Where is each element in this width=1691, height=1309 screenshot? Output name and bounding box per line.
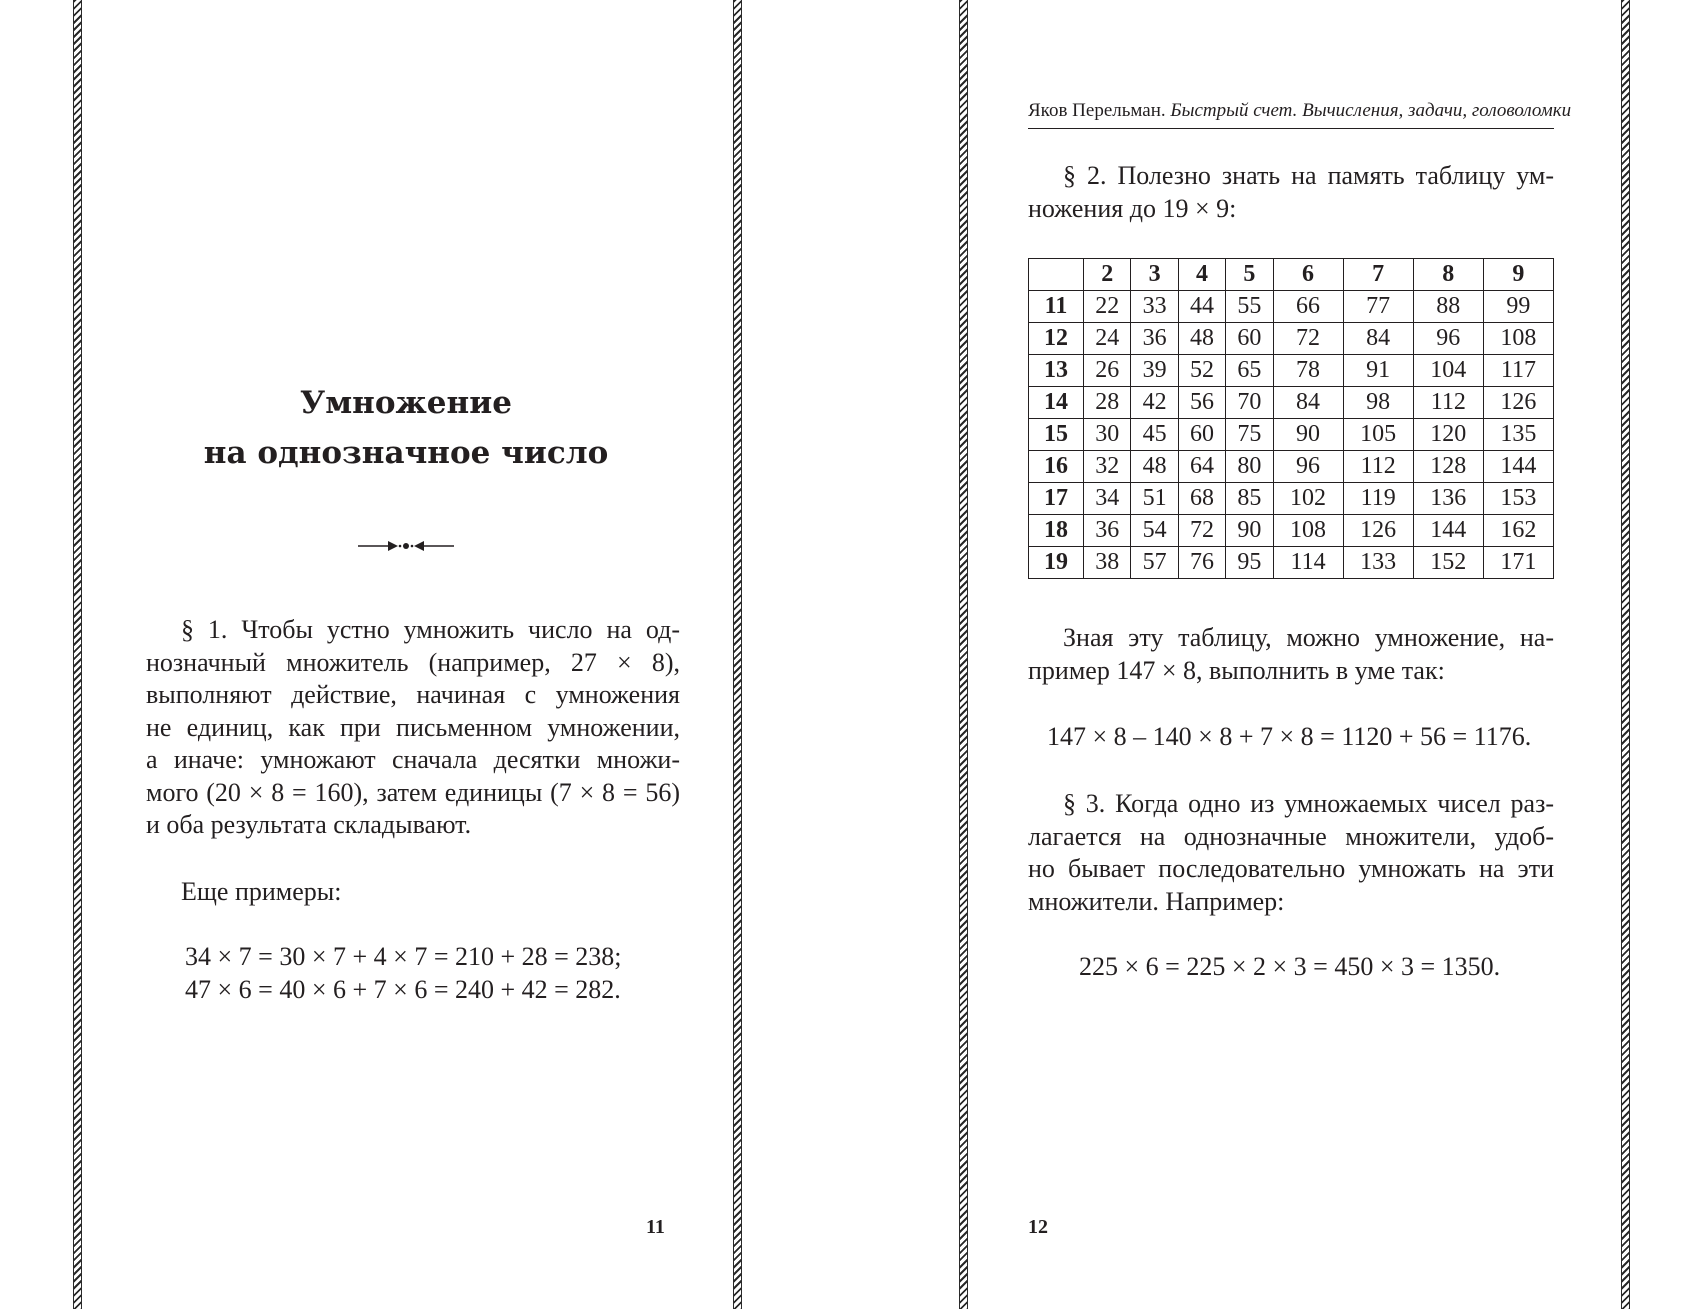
examples-label: Еще примеры: [181, 877, 342, 906]
table-cell: 171 [1483, 547, 1553, 579]
row-header: 16 [1029, 451, 1084, 483]
table-cell: 90 [1273, 419, 1343, 451]
table-cell: 68 [1178, 483, 1225, 515]
table-cell: 99 [1483, 291, 1553, 323]
section-3-line: но бывает последовательно умножать на эти [1028, 854, 1554, 883]
table-row [1029, 387, 1554, 419]
header-author: Яков Перельман. [1028, 100, 1166, 121]
table-cell: 119 [1343, 483, 1413, 515]
table-cell: 104 [1413, 355, 1483, 387]
table-cell: 96 [1273, 451, 1343, 483]
table-cell: 117 [1483, 355, 1553, 387]
table-cell: 105 [1343, 419, 1413, 451]
table-row [1029, 419, 1554, 451]
table-cell: 78 [1273, 355, 1343, 387]
left-outer-border [73, 0, 82, 1309]
row-header: 12 [1029, 323, 1084, 355]
table-cell: 48 [1178, 323, 1225, 355]
after-table-line: пример 147 × 8, выполнить в уме так: [1028, 655, 1445, 685]
table-cell: 98 [1343, 387, 1413, 419]
table-cell: 91 [1343, 355, 1413, 387]
table-cell: 108 [1483, 323, 1553, 355]
table-cell: 33 [1131, 291, 1178, 323]
table-cell: 152 [1413, 547, 1483, 579]
section-2-line: ножения до 19 × 9: [1028, 193, 1237, 223]
table-cell: 72 [1273, 323, 1343, 355]
table-cell: 90 [1226, 515, 1273, 547]
table-corner-cell [1029, 259, 1084, 291]
row-header: 11 [1029, 291, 1084, 323]
table-cell: 84 [1273, 387, 1343, 419]
column-header: 8 [1413, 259, 1483, 291]
table-cell: 144 [1413, 515, 1483, 547]
column-header: 2 [1084, 259, 1131, 291]
table-cell: 51 [1131, 483, 1178, 515]
table-cell: 126 [1343, 515, 1413, 547]
table-cell: 56 [1178, 387, 1225, 419]
table-cell: 112 [1343, 451, 1413, 483]
section-1-paragraph [146, 614, 680, 842]
table-cell: 128 [1413, 451, 1483, 483]
table-cell: 80 [1226, 451, 1273, 483]
section-1-line: а иначе: умножают сначала десятки множи- [146, 745, 680, 774]
section-1-line: выполняют действие, начиная с умножения [146, 680, 680, 709]
table-cell: 22 [1084, 291, 1131, 323]
column-header: 6 [1273, 259, 1343, 291]
table-row [1029, 323, 1554, 355]
table-cell: 112 [1413, 387, 1483, 419]
formula-225: 225 × 6 = 225 × 2 × 3 = 450 × 3 = 1350. [1079, 952, 1501, 981]
table-cell: 102 [1273, 483, 1343, 515]
table-cell: 84 [1343, 323, 1413, 355]
column-header: 9 [1483, 259, 1553, 291]
table-body [1029, 291, 1554, 579]
table-cell: 108 [1273, 515, 1343, 547]
table-cell: 66 [1273, 291, 1343, 323]
table-cell: 48 [1131, 451, 1178, 483]
column-header: 3 [1131, 259, 1178, 291]
example-formula: 47 × 6 = 40 × 6 + 7 × 6 = 240 + 42 = 282. [185, 974, 621, 1004]
table-cell: 45 [1131, 419, 1178, 451]
column-header: 7 [1343, 259, 1413, 291]
section-3-line: множители. Например: [1028, 886, 1285, 916]
examples-list [185, 941, 622, 1006]
table-cell: 60 [1178, 419, 1225, 451]
table-row [1029, 451, 1554, 483]
section-1-line: не единиц, как при письменном умножении, [146, 712, 680, 742]
table-cell: 52 [1178, 355, 1225, 387]
table-row [1029, 291, 1554, 323]
table-cell: 32 [1084, 451, 1131, 483]
table-cell: 72 [1178, 515, 1225, 547]
table-cell: 126 [1483, 387, 1553, 419]
row-header: 14 [1029, 387, 1084, 419]
section-3-line: § 3. Когда одно из умножаемых чисел раз- [1063, 789, 1554, 818]
chapter-title-line-1: Умножение [300, 385, 512, 421]
left-page [86, 0, 726, 1309]
table-cell: 44 [1178, 291, 1225, 323]
table-cell: 95 [1226, 547, 1273, 579]
table-cell: 136 [1413, 483, 1483, 515]
table-row [1029, 355, 1554, 387]
page-number: 12 [1028, 1216, 1048, 1238]
table-cell: 38 [1084, 547, 1131, 579]
table-cell: 42 [1131, 387, 1178, 419]
running-header [1028, 100, 1572, 129]
table-cell: 76 [1178, 547, 1225, 579]
left-inner-border [733, 0, 742, 1309]
table-cell: 28 [1084, 387, 1131, 419]
row-header: 15 [1029, 419, 1084, 451]
multiplication-table [1028, 258, 1554, 579]
table-cell: 120 [1413, 419, 1483, 451]
row-header: 13 [1029, 355, 1084, 387]
section-1-line: мого (20 × 8 = 160), затем единицы (7 × 8 = 56) [146, 777, 680, 807]
section-3-paragraph [1028, 788, 1554, 918]
after-table-line: Зная эту таблицу, можно умножение, на- [1063, 623, 1554, 652]
table-row [1029, 483, 1554, 515]
after-table-paragraph [1028, 622, 1554, 687]
table-cell: 54 [1131, 515, 1178, 547]
table-cell: 64 [1178, 451, 1225, 483]
page-number: 11 [646, 1216, 665, 1238]
table-cell: 55 [1226, 291, 1273, 323]
example-formula: 34 × 7 = 30 × 7 + 4 × 7 = 210 + 28 = 238; [185, 942, 622, 971]
section-2-line: § 2. Полезно знать на память таблицу ум- [1063, 161, 1554, 190]
section-2-paragraph [1028, 160, 1554, 225]
table-cell: 133 [1343, 547, 1413, 579]
chapter-title [86, 378, 726, 478]
chapter-title-line-2: на однозначное число [203, 435, 609, 471]
formula-147: 147 × 8 – 140 × 8 + 7 × 8 = 1120 + 56 = 1176. [1047, 722, 1532, 751]
table-cell: 96 [1413, 323, 1483, 355]
header-book-title: Быстрый счет. Вычисления, задачи, головоломки [1170, 100, 1572, 121]
table-cell: 144 [1483, 451, 1553, 483]
table-row [1029, 547, 1554, 579]
table-cell: 65 [1226, 355, 1273, 387]
row-header: 19 [1029, 547, 1084, 579]
table-cell: 57 [1131, 547, 1178, 579]
table-header-row [1029, 259, 1554, 291]
table-cell: 114 [1273, 547, 1343, 579]
section-1-line: нозначный множитель (например, 27 × 8), [146, 647, 680, 677]
table-cell: 135 [1483, 419, 1553, 451]
column-header: 4 [1178, 259, 1225, 291]
row-header: 18 [1029, 515, 1084, 547]
table-cell: 60 [1226, 323, 1273, 355]
table-cell: 75 [1226, 419, 1273, 451]
table-cell: 162 [1483, 515, 1553, 547]
table-cell: 70 [1226, 387, 1273, 419]
table-cell: 26 [1084, 355, 1131, 387]
fleuron-divider-icon [358, 538, 454, 554]
table-row [1029, 515, 1554, 547]
table-cell: 24 [1084, 323, 1131, 355]
table-cell: 36 [1131, 323, 1178, 355]
table-cell: 153 [1483, 483, 1553, 515]
table-cell: 77 [1343, 291, 1413, 323]
right-inner-border [959, 0, 968, 1309]
section-3-line: лагается на однозначные множители, удоб- [1028, 821, 1554, 851]
section-1-line: и оба результата складывают. [146, 810, 472, 839]
table-cell: 36 [1084, 515, 1131, 547]
table-cell: 39 [1131, 355, 1178, 387]
row-header: 17 [1029, 483, 1084, 515]
table-cell: 88 [1413, 291, 1483, 323]
section-1-line: § 1. Чтобы устно умножить число на од- [181, 615, 680, 644]
table-cell: 85 [1226, 483, 1273, 515]
column-header: 5 [1226, 259, 1273, 291]
table-cell: 30 [1084, 419, 1131, 451]
right-page [968, 0, 1628, 1309]
table-cell: 34 [1084, 483, 1131, 515]
